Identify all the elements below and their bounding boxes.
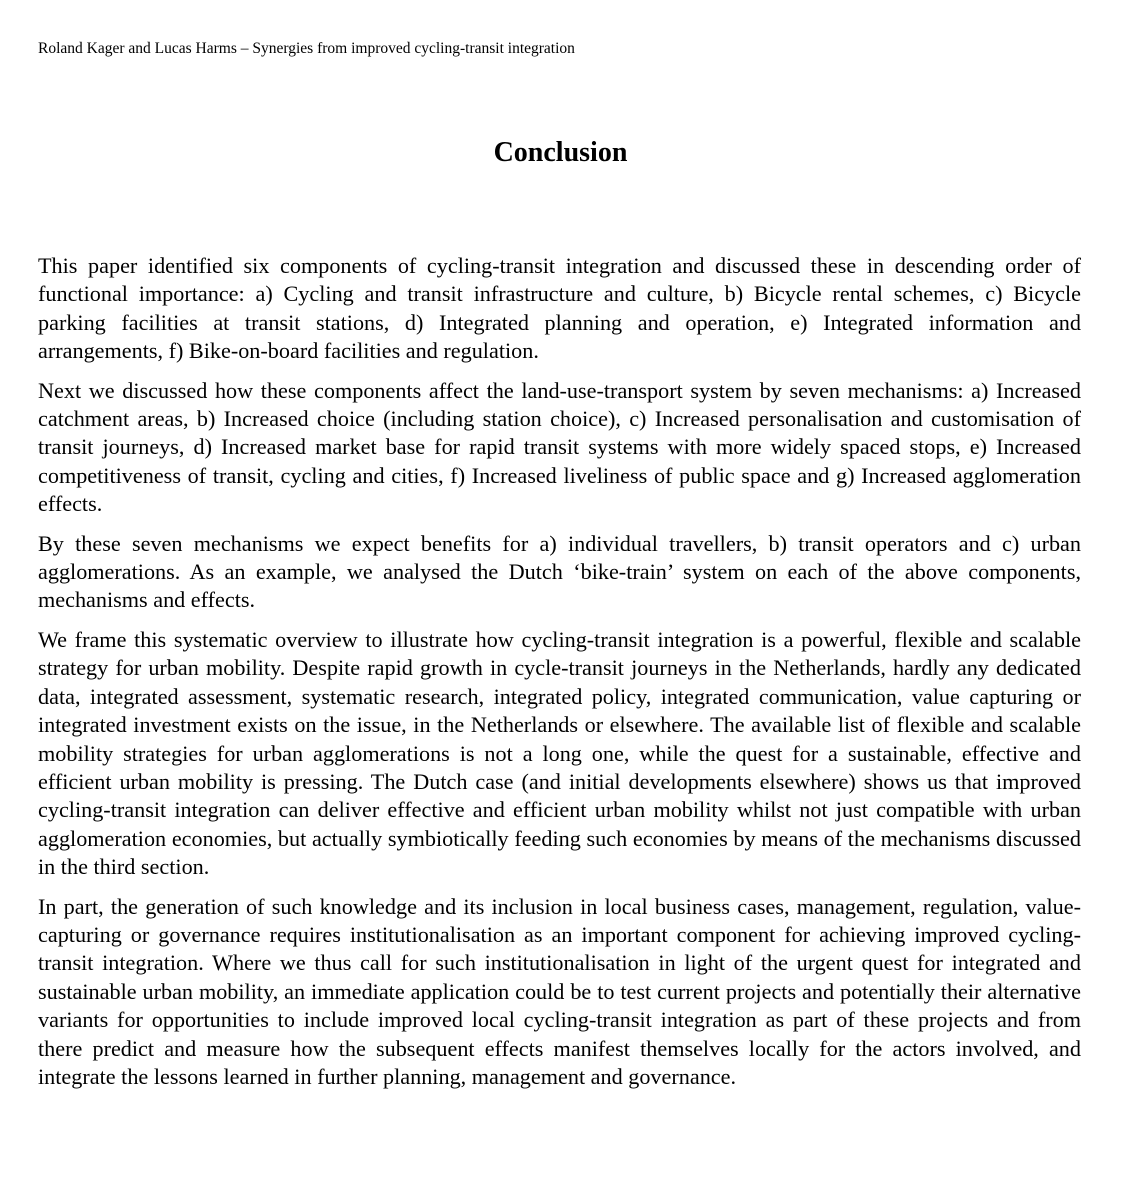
paragraph-components: This paper identified six components of cycling-transit integration and discussed these in descending order of functional importance: a) Cycling and transit infrastructure and culture, b) Bicycle rental schemes, c) Bicycle parking facilities at transit stations, d) Integrated planning and operation, e) Integrated information and arrangements, f) Bike-on-board facilities and regulation. <box>38 253 1081 364</box>
paragraph-overview: We frame this systematic overview to illustrate how cycling-transit integration is a powerful, flexible and scalable strategy for urban mobility. Despite rapid growth in cycle-transit journeys in the Netherlands, hardly any dedicated data, integrated assessment, systematic research, integrated policy, integrated communication, value capturing or integrated investment exists on the issue, in the Netherlands or elsewhere. The available list of flexible and scalable mobility strategies for urban agglomerations is not a long one, while the quest for a sustainable, effective and efficient urban mobility is pressing. The Dutch case (and initial developments elsewhere) shows us that improved cycling-transit integration can deliver effective and efficient urban mobility whilst not just compatible with urban agglomeration economies, but actually symbiotically feeding such economies by means of the mechanisms discussed in the third section. <box>38 626 1081 880</box>
running-header: Roland Kager and Lucas Harms – Synergies from improved cycling-transit integration <box>38 40 575 57</box>
section-title: Conclusion <box>493 137 628 168</box>
paragraph-benefits: By these seven mechanisms we expect benefits for a) individual travellers, b) transit operators and c) urban agglomerations. As an example, we analysed the Dutch ‘bike-train’ system on each of the above components, mechanisms and effects. <box>38 530 1081 613</box>
paragraph-mechanisms: Next we discussed how these components affect the land-use-transport system by seven mechanisms: a) Increased catchment areas, b) Increased choice (including station choice), c) Increased personalisation and customisation of transit journeys, d) Increased market base for rapid transit systems with more widely spaced stops, e) Increased competitiveness of transit, cycling and cities, f) Increased liveliness of public space and g) Increased agglomeration effects. <box>38 377 1081 517</box>
body-text <box>38 252 1081 1102</box>
paragraph-institutionalisation: In part, the generation of such knowledge and its inclusion in local business cases, management, regulation, value-capturing or governance requires institutionalisation as an important component for achieving improved cycling-transit integration. Where we thus call for such institutionalisation in light of the urgent quest for integrated and sustainable urban mobility, an immediate application could be to test current projects and potentially their alternative variants for opportunities to include improved local cycling-transit integration as part of these projects and from there predict and measure how the subsequent effects manifest themselves locally for the actors involved, and integrate the lessons learned in further planning, management and governance. <box>38 893 1081 1089</box>
